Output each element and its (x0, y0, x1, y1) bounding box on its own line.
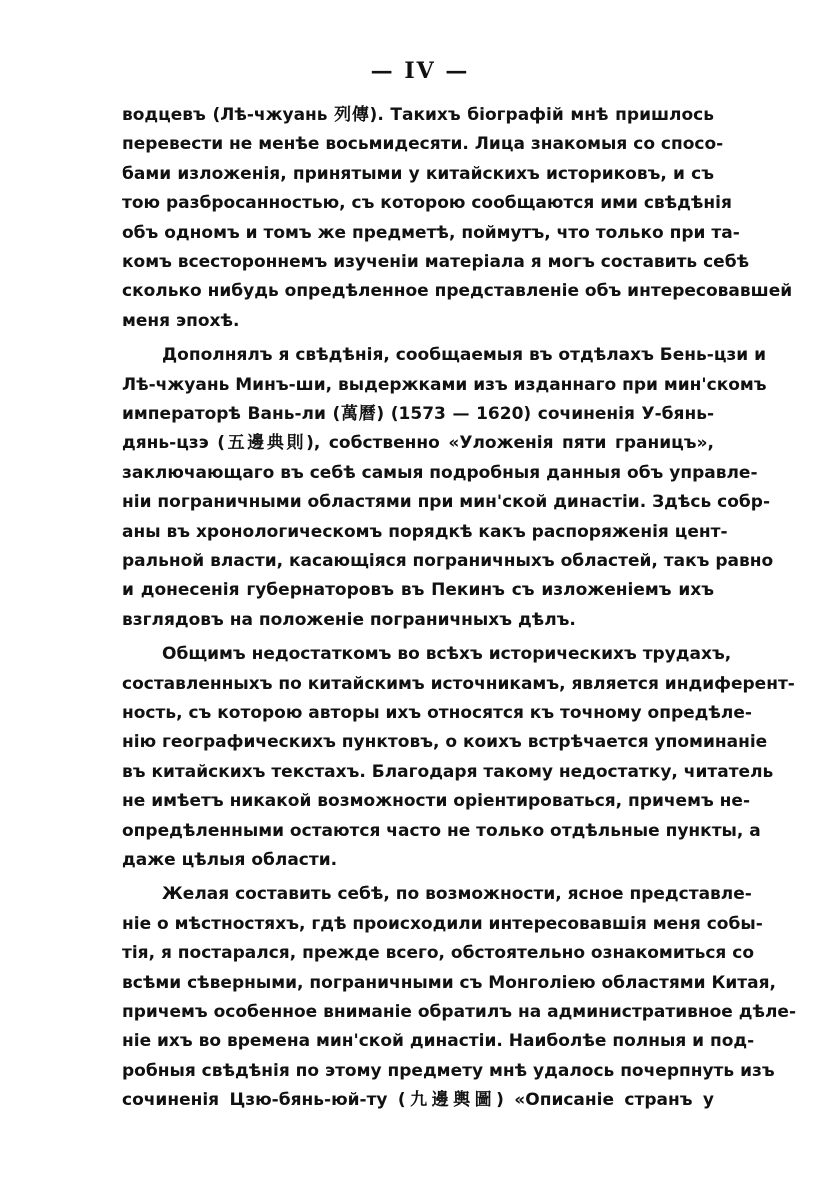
text-line: всѣми сѣверными, пограничными съ Монголіею областями Китая, (122, 973, 777, 993)
text-line: перевести не менѣе восьмидесяти. Лица знакомыя со спосо- (122, 134, 724, 154)
text-line: ніи пограничными областями при мин'ской династіи. Здѣсь собр- (122, 492, 771, 512)
text-line: объ одномъ и томъ же предметѣ, поймутъ, что только при та- (122, 223, 740, 243)
text-line: заключающаго въ себѣ самыя подробныя данныя объ управле- (122, 463, 758, 483)
text-line: опредѣленными остаются часто не только отдѣльные пункты, а (122, 821, 761, 841)
page-number: — IV — (370, 58, 470, 84)
text-line: не имѣетъ никакой возможности оріентироваться, причемъ не- (122, 791, 751, 811)
text-line: сколько нибудь опредѣленное представленіе объ интересовавшей (122, 281, 793, 301)
paragraph-first-line: Желая составить себѣ, по возможности, ясное представле- (162, 884, 752, 904)
text-line: бами изложенія, принятыми у китайскихъ историковъ, и съ (122, 164, 714, 184)
text-line: тія, я постарался, прежде всего, обстоятельно ознакомиться со (122, 943, 755, 963)
text-line: императорѣ Вань-ли (萬曆) (1573 — 1620) сочиненія У-бянь- (122, 404, 714, 424)
text-line: ніе о мѣстностяхъ, гдѣ происходили интересовавшія меня собы- (122, 914, 763, 934)
text-line: ніе ихъ во времена мин'ской династіи. Наиболѣе полныя и под- (122, 1031, 755, 1051)
text-line: и донесенія губернаторовъ въ Пекинъ съ изложеніемъ ихъ (122, 580, 714, 600)
text-line: меня эпохѣ. (122, 311, 240, 331)
text-line: нію географическихъ пунктовъ, о коихъ встрѣчается упоминаніе (122, 732, 768, 752)
text-line: робныя свѣдѣнія по этому предмету мнѣ удалось почерпнуть изъ (122, 1061, 775, 1081)
text-line: дянь-цзэ (五邊典則), собственно «Уложенія пяти границъ», (122, 433, 714, 453)
text-line: сочиненія Цзю-бянь-юй-ту (九邊輿圖) «Описаніе странъ у (122, 1090, 714, 1110)
text-line: тою разбросанностью, съ которою сообщаются ими свѣдѣнія (122, 193, 732, 213)
text-line: водцевъ (Лѣ-чжуань 列傳). Такихъ біографій мнѣ пришлось (122, 105, 714, 125)
text-line: взглядовъ на положеніе пограничныхъ дѣлъ. (122, 610, 576, 630)
text-line: въ китайскихъ текстахъ. Благодаря такому недостатку, читатель (122, 762, 774, 782)
text-line: аны въ хронологическомъ порядкѣ какъ распоряженія цент- (122, 522, 728, 542)
text-line: ральной власти, касающіяся пограничныхъ областей, такъ равно (122, 551, 774, 571)
text-line: составленныхъ по китайскимъ источникамъ, является индиферент- (122, 674, 795, 694)
text-line: комъ всестороннемъ изученіи матеріала я могъ составить себѣ (122, 252, 750, 272)
text-line: ность, съ которою авторы ихъ относятся къ точному опредѣле- (122, 703, 752, 723)
paragraph-first-line: Дополнялъ я свѣдѣнія, сообщаемыя въ отдѣлахъ Бень-цзи и (162, 345, 767, 365)
paragraph-first-line: Общимъ недостаткомъ во всѣхъ историческихъ трудахъ, (162, 644, 732, 664)
text-line: даже цѣлыя области. (122, 850, 338, 870)
text-line: Лѣ-чжуань Минъ-ши, выдержками изъ изданнаго при мин'скомъ (122, 375, 767, 395)
text-line: причемъ особенное вниманіе обратилъ на административное дѣле- (122, 1002, 797, 1022)
